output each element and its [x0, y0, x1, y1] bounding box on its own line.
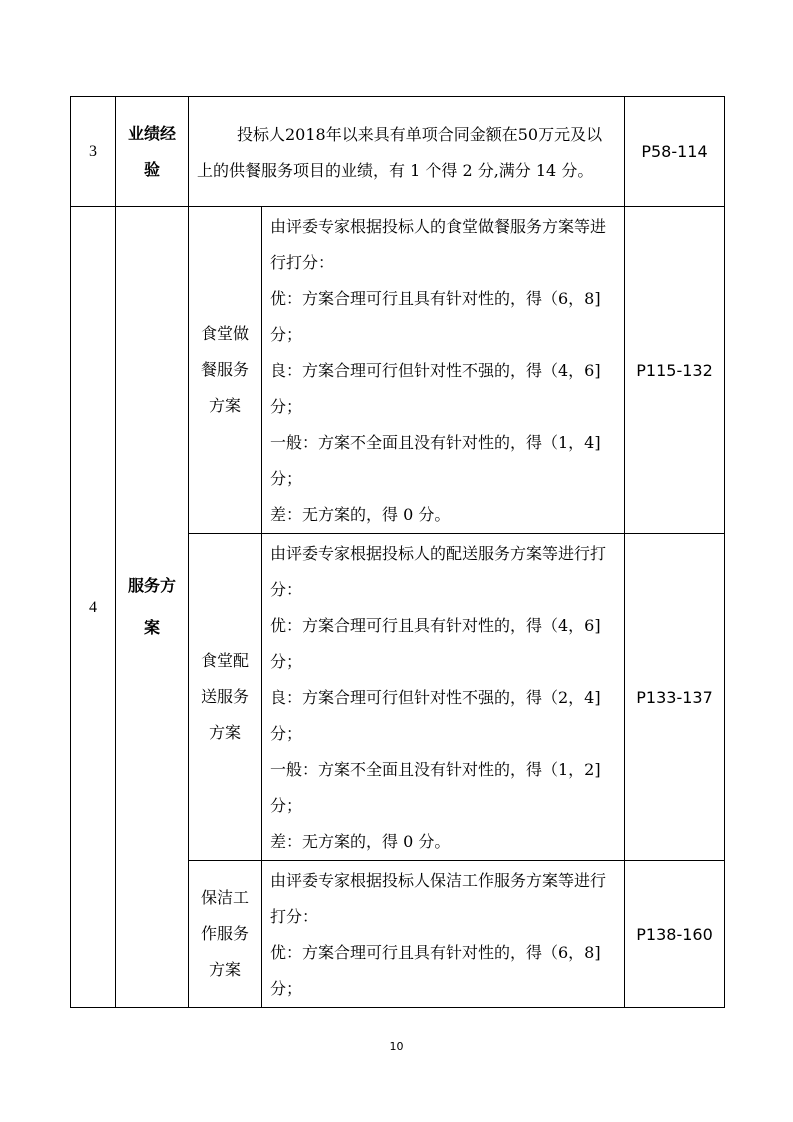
page-number: 10 — [389, 1040, 404, 1053]
table-row — [71, 207, 725, 534]
criteria-line: 由评委专家根据投标人的食堂做餐服务方案等进行打分： — [270, 217, 607, 272]
category-cell: 业绩经验 — [116, 97, 189, 207]
criteria-line: 一般：方案不全面且没有针对性的，得（1，2]分； — [270, 760, 601, 815]
criteria-line: 由评委专家根据投标人的配送服务方案等进行打分： — [270, 544, 607, 599]
criteria-line: 优：方案合理可行且具有针对性的，得（6，8]分； — [270, 289, 601, 344]
page-reference: P115-132 — [625, 207, 725, 534]
criteria-line: 差：无方案的，得 0 分。 — [270, 832, 451, 851]
page-reference: P133-137 — [625, 534, 725, 861]
criteria-line: 由评委专家根据投标人保洁工作服务方案等进行打分： — [270, 871, 607, 926]
criteria-cell — [262, 534, 625, 861]
row-number: 3 — [71, 97, 116, 207]
scoring-table — [70, 96, 725, 1008]
sub-item-name: 食堂配送服务方案 — [189, 534, 262, 861]
criteria-line: 优：方案合理可行且具有针对性的，得（4，6]分； — [270, 616, 601, 671]
criteria-line: 良：方案合理可行但针对性不强的，得（4，6]分； — [270, 361, 601, 416]
row-number: 4 — [71, 207, 116, 1008]
page-reference: P58-114 — [625, 97, 725, 207]
sub-item-name: 保洁工作服务方案 — [189, 861, 262, 1008]
criteria-line: 优：方案合理可行且具有针对性的，得（6，8]分； — [270, 943, 601, 998]
criteria-line: 差：无方案的，得 0 分。 — [270, 505, 451, 524]
criteria-line: 良：方案合理可行但针对性不强的，得（2，4]分； — [270, 688, 601, 743]
table-row — [71, 97, 725, 207]
criteria-cell — [262, 207, 625, 534]
page-reference: P138-160 — [625, 861, 725, 1008]
sub-item-name: 食堂做餐服务方案 — [189, 207, 262, 534]
criteria-cell: 投标人2018年以来具有单项合同金额在50万元及以上的供餐服务项目的业绩，有 1 个得 2 分,满分 14 分。 — [189, 97, 625, 207]
criteria-cell — [262, 861, 625, 1008]
criteria-line: 一般：方案不全面且没有针对性的，得（1，4]分； — [270, 433, 601, 488]
category-cell: 服务方案 — [116, 207, 189, 1008]
